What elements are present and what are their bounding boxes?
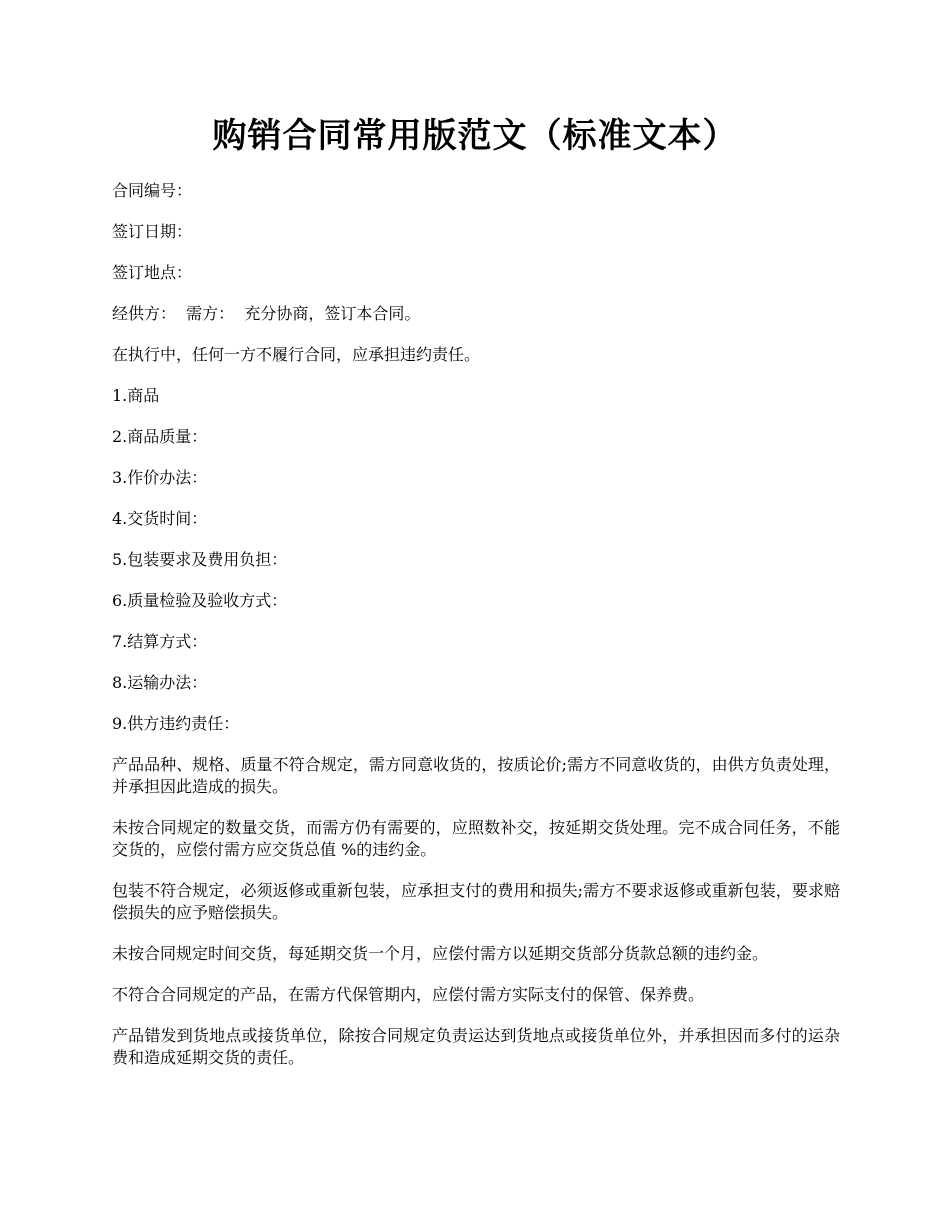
document-title: 购销合同常用版范文（标准文本） <box>212 116 738 156</box>
clause-7: 7.结算方式： <box>112 632 208 651</box>
paragraph-storage-fee: 不符合合同规定的产品，在需方代保管期内，应偿付需方实际支付的保管、保养费。 <box>112 985 705 1004</box>
clause-9: 9.供方违约责任： <box>112 714 240 733</box>
clause-6: 6.质量检验及验收方式： <box>112 591 288 610</box>
parties-agreement-line: 经供方： 需方： 充分协商，签订本合同。 <box>112 304 421 323</box>
paragraph-delay-violation: 未按合同规定时间交货，每延期交货一个月，应偿付需方以延期交货部分货款总额的违约金。 <box>112 944 769 963</box>
clause-1: 1.商品 <box>112 386 160 405</box>
signing-date-field: 签订日期： <box>112 222 193 241</box>
paragraph-quantity-violation: 未按合同规定的数量交货，而需方仍有需要的，应照数补交，按延期交货处理。完不成合同任务，不能交货的，应偿付需方应交货总值 %的违约金。 <box>112 818 840 859</box>
clause-4: 4.交货时间： <box>112 509 208 528</box>
signing-location-field: 签订地点： <box>112 263 193 282</box>
contract-number-field: 合同编号： <box>112 181 193 200</box>
clause-3: 3.作价办法： <box>112 468 208 487</box>
paragraph-misdelivery: 产品错发到货地点或接货单位，除按合同规定负责运达到货地点或接货单位外，并承担因而多付的运杂费和造成延期交货的责任。 <box>112 1026 840 1067</box>
clause-8: 8.运输办法： <box>112 673 208 692</box>
clause-5: 5.包装要求及费用负担： <box>112 550 288 569</box>
paragraph-packaging-violation: 包装不符合规定，必须返修或重新包装，应承担支付的费用和损失;需方不要求返修或重新包装，要求赔偿损失的应予赔偿损失。 <box>112 881 840 922</box>
document-body <box>112 180 840 1088</box>
clause-2: 2.商品质量： <box>112 427 208 446</box>
paragraph-quality-violation: 产品品种、规格、质量不符合规定，需方同意收货的，按质论价;需方不同意收货的，由供方负责处理，并承担因此造成的损失。 <box>112 755 840 796</box>
liability-statement: 在执行中，任何一方不履行合同，应承担违约责任。 <box>112 345 481 364</box>
